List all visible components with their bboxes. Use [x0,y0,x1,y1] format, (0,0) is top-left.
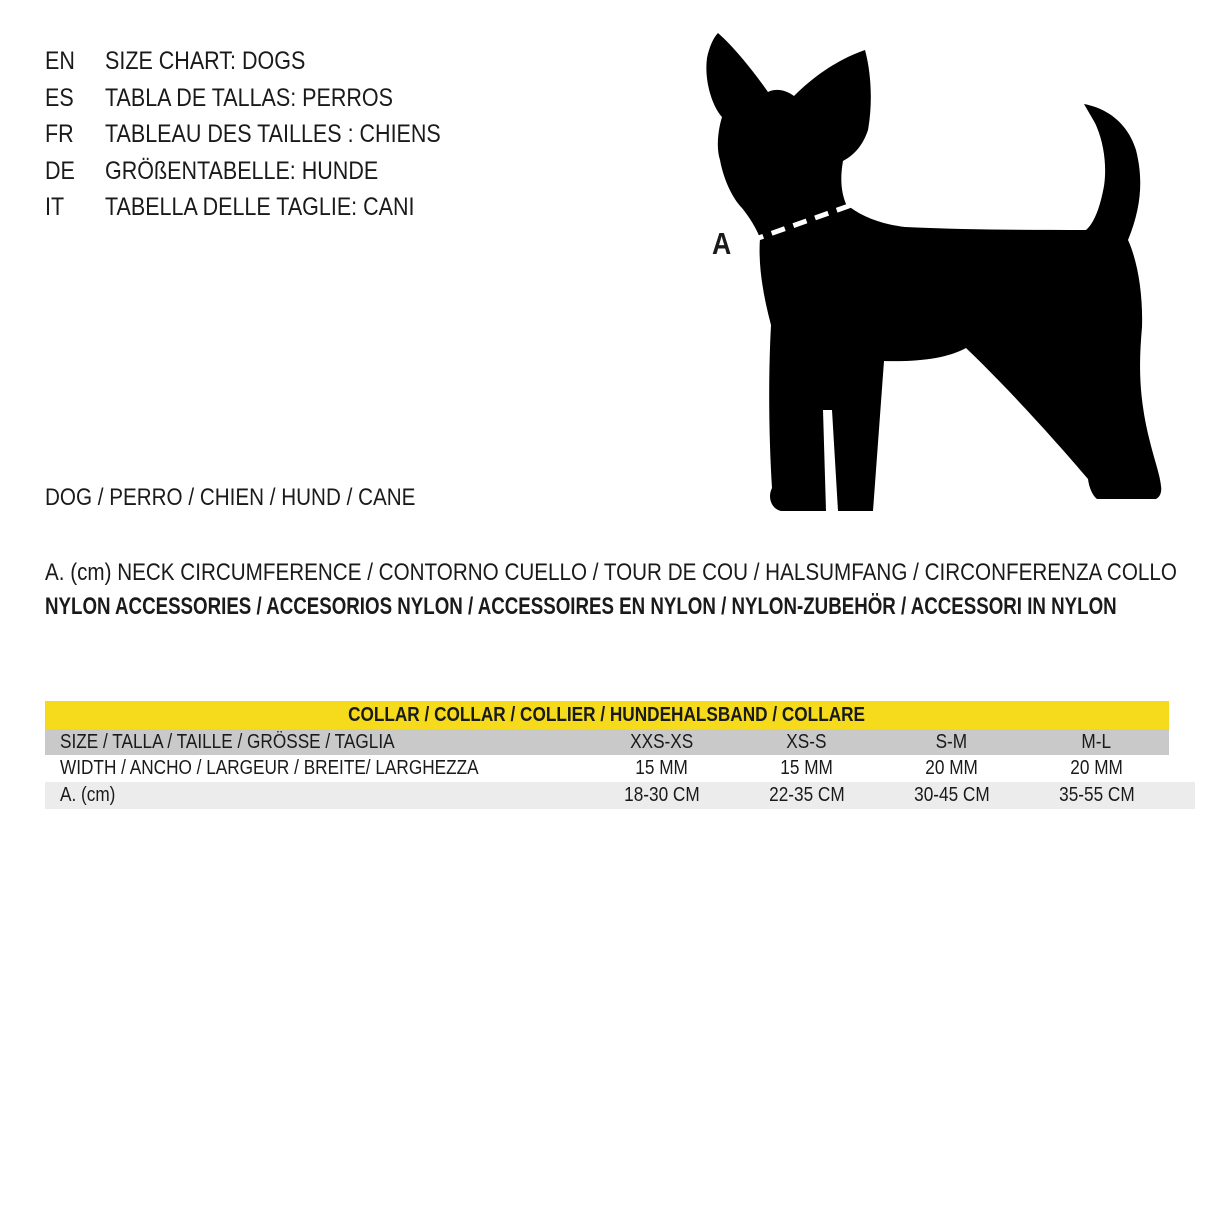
neck-circumference-note: A. (cm) NECK CIRCUMFERENCE / CONTORNO CUELLO / TOUR DE COU / HALSUMFANG / CIRCONFERENZA COLLO [45,559,1177,586]
size-cell-m-l: M-L [1081,731,1112,753]
collar-size-table [45,701,1169,809]
table-row-width [45,755,1169,782]
table-header-collar: COLLAR / COLLAR / COLLIER / HUNDEHALSBAND / COLLARE [45,701,1169,729]
language-title: TABELLA DELLE TAGLIE: CANI [105,193,415,222]
language-row-en [45,43,495,80]
measure-point-label-a: A [712,226,732,261]
size-cell-xxs-xs: XXS-XS [629,731,694,753]
language-row-fr [45,116,495,153]
row-label-size: SIZE / TALLA / TAILLE / GRÖSSE / TAGLIA [60,731,395,753]
width-cell-2: 15 MM [780,757,833,779]
neck-cell-1: 18-30 CM [623,784,700,806]
nylon-accessories-note: NYLON ACCESSORIES / ACCESORIOS NYLON / ACCESSOIRES EN NYLON / NYLON-ZUBEHÖR / ACCESSORI IN NYLON [45,593,1117,620]
row-label-width: WIDTH / ANCHO / LARGEUR / BREITE/ LARGHEZZA [60,757,479,779]
language-code: IT [45,193,65,222]
neck-cell-4: 35-55 CM [1058,784,1135,806]
chihuahua-silhouette [706,33,1161,511]
table-row-neck-cm [45,782,1195,809]
language-title: TABLA DE TALLAS: PERROS [105,83,393,112]
size-cell-xs-s: XS-S [786,731,827,753]
size-cell-s-m: S-M [935,731,968,753]
neck-cell-3: 30-45 CM [913,784,990,806]
neck-cell-2: 22-35 CM [768,784,845,806]
language-code: EN [45,47,75,75]
language-title: GRÖßENTABELLE: HUNDE [105,156,379,185]
language-code: FR [45,120,74,149]
table-row-size [45,729,1169,755]
language-title: TABLEAU DES TAILLES : CHIENS [105,120,441,149]
language-title-list [45,43,495,226]
language-row-de [45,153,495,190]
width-cell-4: 20 MM [1070,757,1123,779]
language-title: SIZE CHART: DOGS [105,47,306,75]
dog-silhouette-figure [680,10,1200,530]
language-code: ES [45,83,74,112]
width-cell-3: 20 MM [925,757,978,779]
animal-names-line: DOG / PERRO / CHIEN / HUND / CANE [45,484,416,511]
width-cell-1: 15 MM [635,757,688,779]
row-label-a-cm: A. (cm) [60,784,116,806]
language-row-es [45,80,495,117]
language-code: DE [45,156,75,185]
language-row-it [45,189,495,226]
